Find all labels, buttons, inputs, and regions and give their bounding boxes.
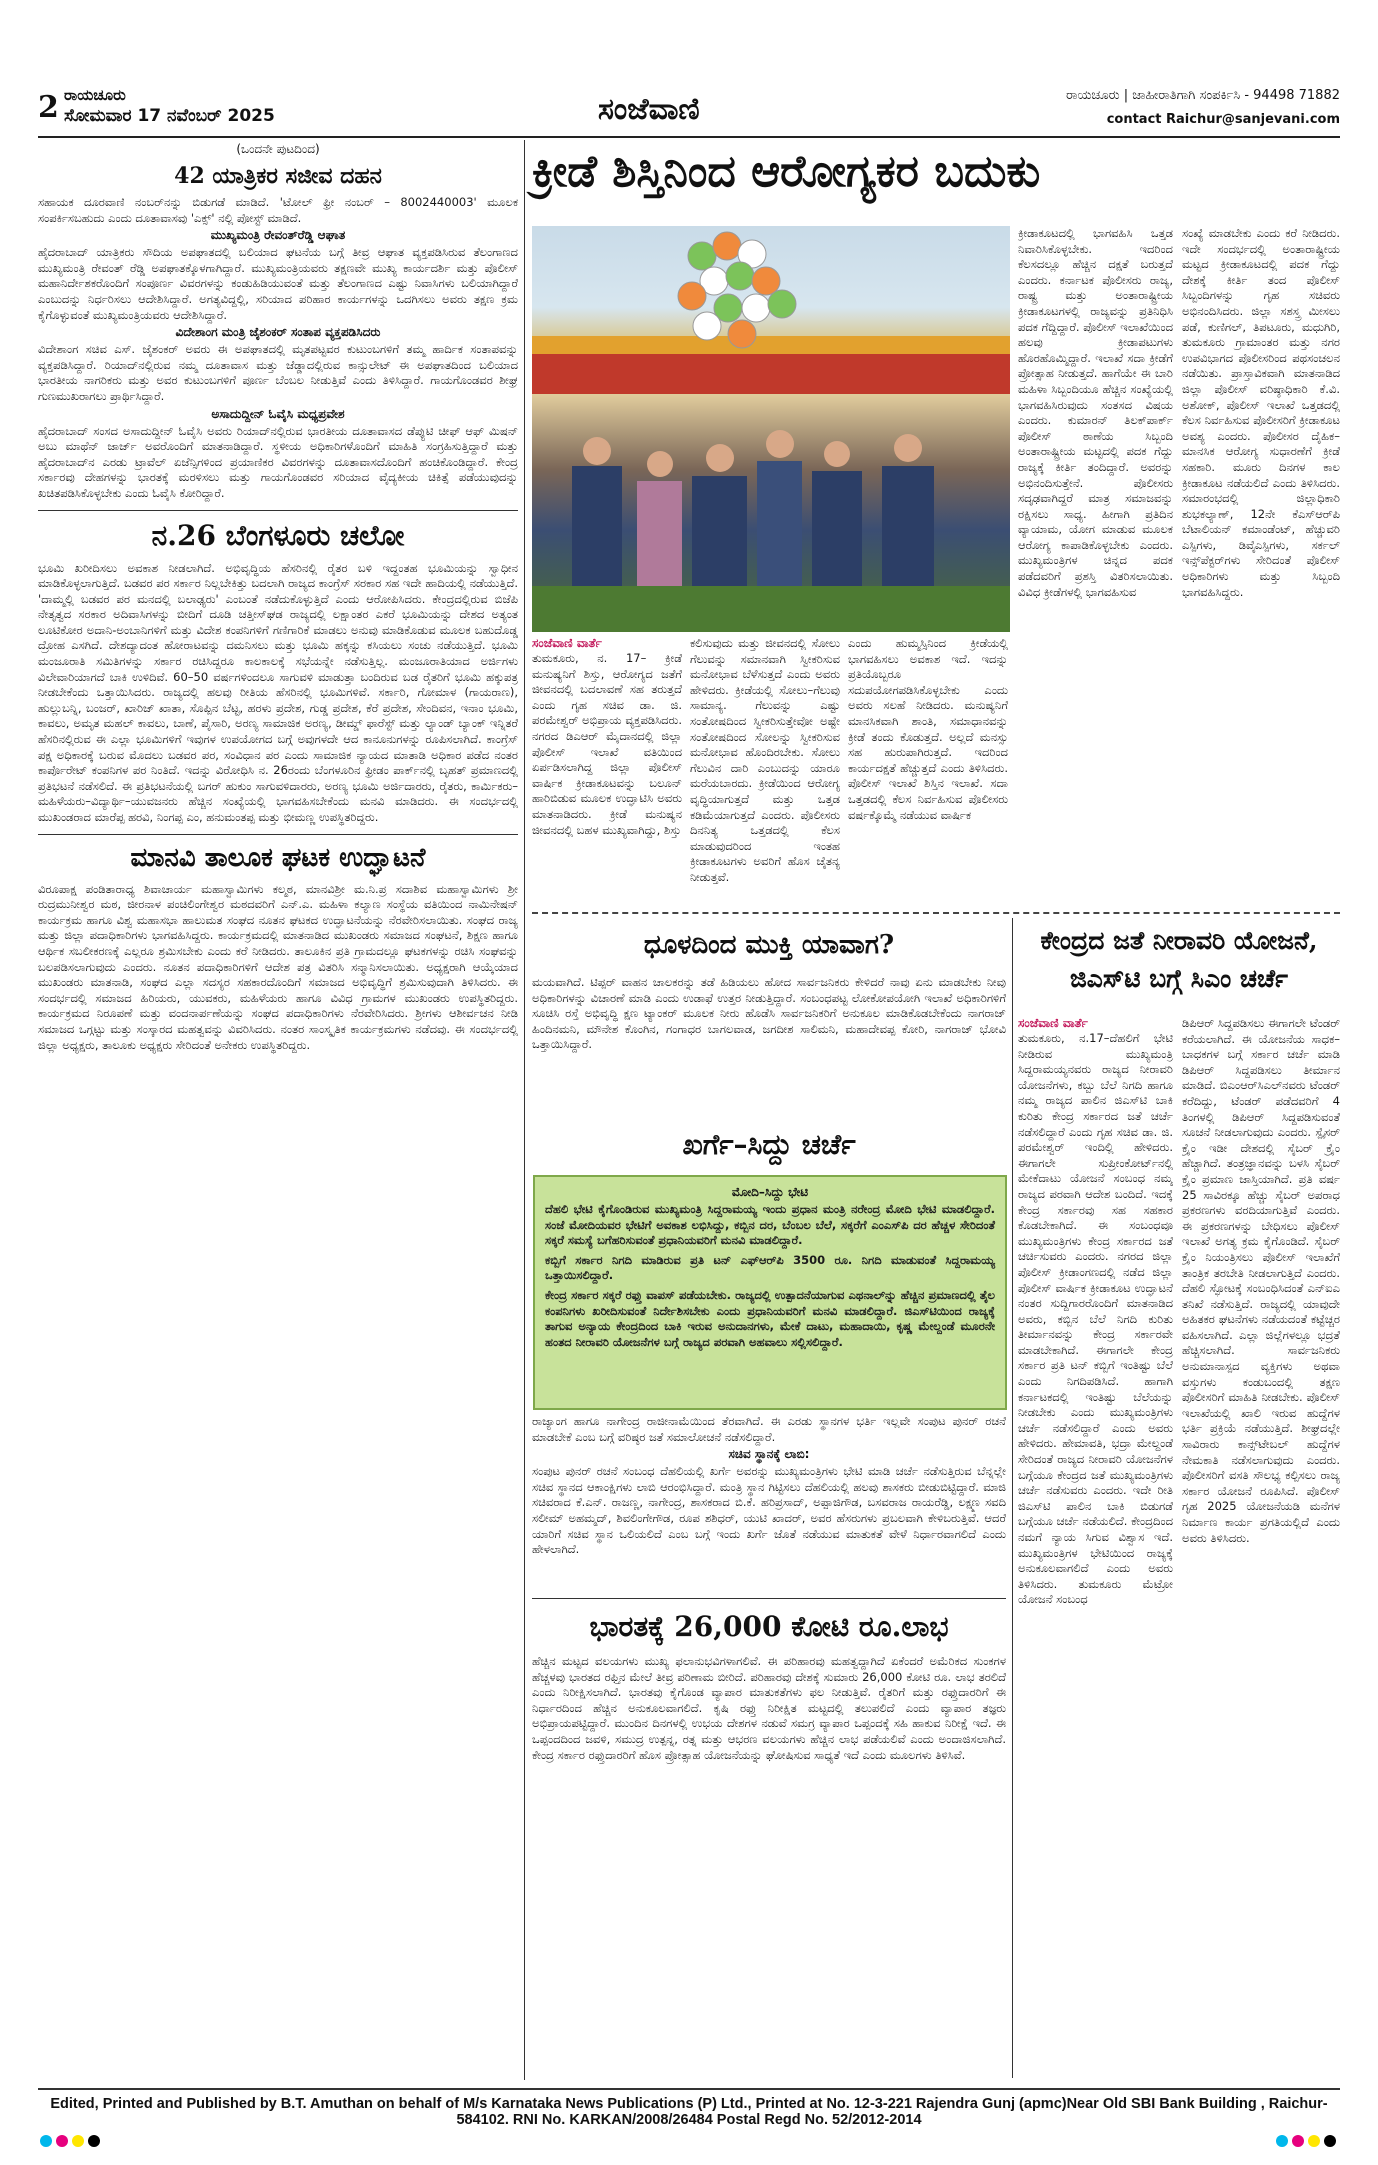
main-article-col-5	[1182, 226, 1340, 906]
imprint-footer: Edited, Printed and Published by B.T. Amuthan on behalf of M/s Karnataka News Publications (P) Ltd., Printed at No. 12-3-221 Rajendra Gunj (apmc)Near Old SBI Bank Building , Raichur-584102. RNI No. KARKAN/2008/26484 Postal Regd No. 52/2012-2014	[38, 2088, 1340, 2120]
article-body: ತುಮಕೂರು, ನ. 17– ಕ್ರೀಡೆ ಮನುಷ್ಯನಿಗೆ ಶಿಸ್ತು, ಆರೋಗ್ಯದ ಜತೆಗೆ ಜೀವನದಲ್ಲಿ ಬದಲಾವಣೆ ಸಹ ತರುತ್ತದೆ ಎಂದು ಗೃಹ ಸಚಿವ ಡಾ. ಜಿ. ಪರಮೇಶ್ವರ್ ಅಭಿಪ್ರಾಯ ವ್ಯಕ್ತಪಡಿಸಿದರು. ನಗರದ ಡಿಎಆರ್ ಮೈದಾನದಲ್ಲಿ ಜಿಲ್ಲಾ ಪೊಲೀಸ್ ಇಲಾಖೆ ವತಿಯಿಂದ ಏರ್ಪಡಿಸಲಾಗಿದ್ದ ಜಿಲ್ಲಾ ಪೊಲೀಸ್ ವಾರ್ಷಿಕ ಕ್ರೀಡಾಕೂಟವನ್ನು ಬಲೂನ್ ಹಾರಿಬಿಡುವ ಮೂಲಕ ಉದ್ಘಾಟಿಸಿ ಅವರು ಮಾತನಾಡಿದರು. ಕ್ರೀಡೆ ಮನುಷ್ಯನ ಜೀವನದಲ್ಲಿ ಬಹಳ ಮುಖ್ಯವಾಗಿದ್ದು, ಶಿಸ್ತು	[532, 651, 682, 837]
event-photo-illustration	[532, 226, 1010, 632]
column-divider	[524, 140, 525, 2080]
benefit-article	[532, 1604, 1006, 2080]
article-body: ಸಂಖ್ಯೆ ಮಾಡಬೇಕು ಎಂದು ಕರೆ ನೀಡಿದರು. ಇದೇ ಸಂದರ್ಭದಲ್ಲಿ ಅಂತಾರಾಷ್ಟ್ರೀಯ ಮಟ್ಟದ ಕ್ರೀಡಾಕೂಟದಲ್ಲಿ ಪದಕ ಗೆದ್ದು ದೇಶಕ್ಕೆ ಕೀರ್ತಿ ತಂದ ಪೊಲೀಸ್ ಸಿಬ್ಬಂದಿಗಳನ್ನು ಗೃಹ ಸಚಿವರು ಅಭಿನಂದಿಸಿದರು. ಜಿಲ್ಲಾ ಸಶಸ್ತ್ರ ಮೀಸಲು ಪಡೆ, ಕುಣಿಗಲ್, ತಿಪಟೂರು, ಮಧುಗಿರಿ, ತುಮಕೂರು ಗ್ರಾಮಾಂತರ ಮತ್ತು ನಗರ ಉಪವಿಭಾಗದ ಪೊಲೀಸರಿಂದ ಪಥಸಂಚಲನ ನಡೆಯಿತು. ಪ್ರಾಸ್ತಾವಿಕವಾಗಿ ಮಾತನಾಡಿದ ಜಿಲ್ಲಾ ಪೊಲೀಸ್ ವರಿಷ್ಠಾಧಿಕಾರಿ ಕೆ.ವಿ. ಅಶೋಕ್, ಪೊಲೀಸ್ ಇಲಾಖೆ ಒತ್ತಡದಲ್ಲಿ ಕೆಲಸ ನಿರ್ವಹಿಸುವ ಪೊಲೀಸರಿಗೆ ಕ್ರೀಡಾಕೂಟ ಅವಶ್ಯ ಎಂದರು. ಪೊಲೀಸರ ದೈಹಿಕ–ಮಾನಸಿಕ ಆರೋಗ್ಯ ಸುಧಾರಣೆಗೆ ಕ್ರೀಡೆ ಸಹಕಾರಿ. ಮೂರು ದಿನಗಳ ಕಾಲ ಕ್ರೀಡಾಕೂಟ ನಡೆಯಲಿದೆ ಎಂದು ತಿಳಿಸಿದರು. ಸಮಾರಂಭದಲ್ಲಿ ಜಿಲ್ಲಾಧಿಕಾರಿ ಶುಭಕಲ್ಯಾಣ್, 12ನೇ ಕೆಎಸ್‌ಆರ್‌ಪಿ ಬೆಟಾಲಿಯನ್ ಕಮಾಂಡೆಂಟ್, ಹೆಚ್ಚುವರಿ ಎಸ್ಪಿಗಳು, ಡಿವೈಎಸ್ಪಿಗಳು, ಸರ್ಕಲ್ ಇನ್ಸ್‌ಪೆಕ್ಟರ್‌ಗಳು ಸೇರಿದಂತೆ ಪೊಲೀಸ್ ಅಧಿಕಾರಿಗಳು ಮತ್ತು ಸಿಬ್ಬಂದಿ ಭಾಗವಹಿಸಿದ್ದರು.	[1182, 226, 1340, 599]
registration-dot	[1276, 2135, 1288, 2147]
irrigation-col-2	[1182, 1016, 1340, 2080]
contact-email: contact Raichur@sanjevani.com	[1106, 112, 1340, 127]
event-photo	[532, 226, 1010, 632]
byline: ಸಂಜೆವಾಣಿ ವಾರ್ತೆ	[1018, 1016, 1088, 1030]
article-body: ಡಿಪಿಆರ್ ಸಿದ್ದಪಡಿಸಲು ಈಗಾಗಲೇ ಟೆಂಡರ್ ಕರೆಯಲಾಗಿದೆ. ಈ ಯೋಜನೆಯ ಸಾಧಕ–ಬಾಧಕಗಳ ಬಗ್ಗೆ ಸರ್ಕಾರ ಚರ್ಚೆ ಮಾಡಿ ಡಿಪಿಆರ್ ಸಿದ್ದಪಡಿಸಲು ತೀರ್ಮಾನ ಮಾಡಿದೆ. ಬಿಎಂಆರ್‌ಸಿಎಲ್‌ನವರು ಟೆಂಡರ್ ಕರೆದಿದ್ದು, ಟೆಂಡರ್ ಪಡೆದವರಿಗೆ 4 ತಿಂಗಳಲ್ಲಿ ಡಿಪಿಆರ್ ಸಿದ್ದಪಡಿಸುವಂತೆ ಸೂಚನೆ ನೀಡಲಾಗುವುದು ಎಂದರು. ಸ್ಪೈಸರ್ ಕ್ರೈಂ ಇಡೀ ದೇಶದಲ್ಲಿ ಸೈಬರ್ ಕ್ರೈಂ ಹೆಚ್ಚಾಗಿದೆ. ತಂತ್ರಜ್ಞಾನವನ್ನು ಬಳಸಿ ಸೈಬರ್ ಕ್ರೈಂ ಪ್ರಮಾಣ ಜಾಸ್ತಿಯಾಗಿದೆ. ಪ್ರತಿ ವರ್ಷ 25 ಸಾವಿರಕ್ಕೂ ಹೆಚ್ಚು ಸೈಬರ್ ಅಪರಾಧ ಪ್ರಕರಣಗಳು ವರದಿಯಾಗುತ್ತಿವೆ ಎಂದರು. ಈ ಪ್ರಕರಣಗಳನ್ನು ಬೇಧಿಸಲು ಪೊಲೀಸ್ ಇಲಾಖೆ ಅಗತ್ಯ ಕ್ರಮ ಕೈಗೊಂಡಿದೆ. ಸೈಬರ್ ಕ್ರೈಂ ನಿಯಂತ್ರಿಸಲು ಪೊಲೀಸ್ ಇಲಾಖೆಗೆ ತಾಂತ್ರಿಕ ತರಬೇತಿ ನೀಡಲಾಗುತ್ತಿದೆ ಎಂದರು. ದೆಹಲಿ ಸ್ಫೋಟಕ್ಕೆ ಸಂಬಂಧಿಸಿದಂತೆ ಎನ್‌ಐಎ ತನಿಖೆ ನಡೆಸುತ್ತಿದೆ. ರಾಜ್ಯದಲ್ಲಿ ಯಾವುದೇ ಅಹಿತಕರ ಘಟನೆಗಳು ನಡೆಯದಂತೆ ಕಟ್ಟೆಚ್ಚರ ವಹಿಸಲಾಗಿದೆ. ಎಲ್ಲಾ ಜಿಲ್ಲೆಗಳಲ್ಲೂ ಭದ್ರತೆ ಹೆಚ್ಚಿಸಲಾಗಿದೆ. ಸಾರ್ವಜನಿಕರು ಅನುಮಾನಾಸ್ಪದ ವ್ಯಕ್ತಿಗಳು ಅಥವಾ ವಸ್ತುಗಳು ಕಂಡುಬಂದಲ್ಲಿ ತಕ್ಷಣ ಪೊಲೀಸರಿಗೆ ಮಾಹಿತಿ ನೀಡಬೇಕು. ಪೊಲೀಸ್ ಇಲಾಖೆಯಲ್ಲಿ ಖಾಲಿ ಇರುವ ಹುದ್ದೆಗಳ ಭರ್ತಿ ಪ್ರಕ್ರಿಯೆ ನಡೆಯುತ್ತಿದೆ. ಶೀಘ್ರದಲ್ಲೇ ಸಾವಿರಾರು ಕಾನ್ಸ್‌ಟೇಬಲ್ ಹುದ್ದೆಗಳ ನೇಮಕಾತಿ ನಡೆಸಲಾಗುವುದು ಎಂದರು. ಪೊಲೀಸರಿಗೆ ವಸತಿ ಸೌಲಭ್ಯ ಕಲ್ಪಿಸಲು ರಾಜ್ಯ ಸರ್ಕಾರ ಯೋಜನೆ ರೂಪಿಸಿದೆ. ಪೊಲೀಸ್ ಗೃಹ 2025 ಯೋಜನೆಯಡಿ ಮನೆಗಳ ನಿರ್ಮಾಣ ಕಾರ್ಯ ಪ್ರಗತಿಯಲ್ಲಿದೆ ಎಂದು ಅವರು ತಿಳಿಸಿದರು.	[1182, 1016, 1340, 1545]
section-divider-dashed	[532, 912, 1340, 914]
article-title-kharge: ಖರ್ಗೆ–ಸಿದ್ದು ಚರ್ಚೆ	[682, 1128, 856, 1161]
article-body: ರಾಜ್ಯಾಂಗ ಹಾಗೂ ನಾಗೇಂದ್ರ ರಾಜೀನಾಮೆಯಿಂದ ತೆರವಾಗಿದೆ. ಈ ಎರಡು ಸ್ಥಾನಗಳ ಭರ್ತಿ ಇಲ್ಲವೇ ಸಂಪುಟ ಪುನರ್ ರಚನೆ ಮಾಡಬೇಕೆ ಎಂಬ ಬಗ್ಗೆ ವರಿಷ್ಠರ ಜತೆ ಸಮಾಲೋಚನೆ ನಡೆಸಲಿದ್ದಾರೆ.	[532, 1414, 1006, 1444]
article-body: ಕ್ರೀಡಾಕೂಟದಲ್ಲಿ ಭಾಗವಹಿಸಿ ಒತ್ತಡ ನಿವಾರಿಸಿಕೊಳ್ಳಬೇಕು. ಇದರಿಂದ ಕೆಲಸದಲ್ಲೂ ಹೆಚ್ಚಿನ ದಕ್ಷತೆ ಬರುತ್ತದೆ ಎಂದರು. ಕರ್ನಾಟಕ ಪೊಲೀಸರು ರಾಜ್ಯ, ರಾಷ್ಟ್ರ ಮತ್ತು ಅಂತಾರಾಷ್ಟ್ರೀಯ ಕ್ರೀಡಾಕೂಟಗಳಲ್ಲಿ ರಾಜ್ಯವನ್ನು ಪ್ರತಿನಿಧಿಸಿ ಪದಕ ಗೆದ್ದಿದ್ದಾರೆ. ಪೊಲೀಸ್ ಇಲಾಖೆಯಿಂದ ಹಲವು ಕ್ರೀಡಾಪಟುಗಳು ಹೊರಹೊಮ್ಮಿದ್ದಾರೆ. ಇಲಾಖೆ ಸದಾ ಕ್ರೀಡೆಗೆ ಪ್ರೋತ್ಸಾಹ ನೀಡುತ್ತದೆ. ಹಾಗೆಯೇ ಈ ಬಾರಿ ಮಹಿಳಾ ಸಿಬ್ಬಂದಿಯೂ ಹೆಚ್ಚಿನ ಸಂಖ್ಯೆಯಲ್ಲಿ ಭಾಗವಹಿಸಿರುವುದು ಸಂತಸದ ವಿಷಯ ಎಂದರು. ಕುಮಾರನ್ ತಿಲಕ್‌ಪಾರ್ಕ್ ಪೊಲೀಸ್ ಠಾಣೆಯ ಸಿಬ್ಬಂದಿ ಅಂತಾರಾಷ್ಟ್ರೀಯ ಮಟ್ಟದಲ್ಲಿ ಪದಕ ಗೆದ್ದು ರಾಜ್ಯಕ್ಕೆ ಕೀರ್ತಿ ತಂದಿದ್ದಾರೆ. ಅವರನ್ನು ಅಭಿನಂದಿಸುತ್ತೇನೆ. ಪೊಲೀಸರು ಸದೃಢವಾಗಿದ್ದರೆ ಮಾತ್ರ ಸಮಾಜವನ್ನು ರಕ್ಷಿಸಲು ಸಾಧ್ಯ. ಹೀಗಾಗಿ ಪ್ರತಿದಿನ ವ್ಯಾಯಾಮ, ಯೋಗ ಮಾಡುವ ಮೂಲಕ ಆರೋಗ್ಯ ಕಾಪಾಡಿಕೊಳ್ಳಬೇಕು ಎಂದರು. ಮುಖ್ಯಮಂತ್ರಿಗಳ ಚಿನ್ನದ ಪದಕ ಪಡೆದವರಿಗೆ ಪ್ರಶಸ್ತಿ ವಿತರಿಸಲಾಯಿತು. ವಿವಿಧ ಕ್ರೀಡೆಗಳಲ್ಲಿ ಭಾಗವಹಿಸುವ	[1018, 226, 1173, 599]
article-title-bus-fire: 42 ಯಾತ್ರಿಕರ ಸಜೀವ ದಹನ	[174, 163, 382, 189]
kharge-article-body	[532, 1414, 1006, 1594]
main-headline: ಕ್ರೀಡೆ ಶಿಸ್ತಿನಿಂದ ಆರೋಗ್ಯಕರ ಬದುಕು	[532, 146, 1041, 197]
article-body: ಭೂಮಿ ಖರೀದಿಸಲು ಅವಕಾಶ ನೀಡಲಾಗಿದೆ. ಅಭಿವೃದ್ಧಿಯ ಹೆಸರಿನಲ್ಲಿ ರೈತರ ಬಳಿ ಇದ್ದಂತಹ ಭೂಮಿಯನ್ನು ಸ್ವಾಧೀನ ಮಾಡಿಕೊಳ್ಳಲಾಗುತ್ತಿದೆ. ಬಡವರ ಪರ ಸರ್ಕಾರ ನಿಲ್ಲಬೇಕಿತ್ತು ಬದಲಾಗಿ ರಾಜ್ಯದ ಕಾಂಗ್ರೆಸ್ ಸರಕಾರ ಸಹ ಇದೇ ಹಾದಿಯಲ್ಲಿ ನಡೆಯುತ್ತಿದೆ. 'ದಾಮ್ಮಲ್ಲಿ ಬಡವರ ಪರ ಮನದಲ್ಲಿ ಬಲಾಢ್ಯರು' ಎಂಬಂತೆ ನಡೆದುಕೊಳ್ಳುತ್ತಿದೆ ಎಂದು ಆರೋಪಿಸಿದರು. ಕೇಂದ್ರದಲ್ಲಿರುವ ಬಿಜೆಪಿ ನೇತೃತ್ವದ ಸರಕಾರ ಅದಿವಾಸಿಗಳನ್ನು ಬೀದಿಗೆ ದೂಡಿ ಚತ್ತೀಸ್‌ಘಡ ರಾಜ್ಯದಲ್ಲಿ ಲಕ್ಷಾಂತರ ಎಕರೆ ಭೂಮಿಯನ್ನು ದೇಶದ ಅತ್ಯಂತ ಲೂಟಿಕೋರ ಅದಾನಿ-ಅಂಬಾನಿಗಳಿಗೆ ಮತ್ತು ವಿದೇಶ ಕಂಪನಿಗಳಿಗೆ ಗಣಿಗಾರಿಕೆ ಮಾಡಲು ಅನುವು ಮಾಡಿಕೊಡುವ ಮೂಲಕ ಬಹುದೊಡ್ಡ ದ್ರೋಹ ಎಸಗಿದೆ. ದೇಶದ್ಯಾದಂತ ಹೋರಾಟವನ್ನು ದಮನಿಸಲು ಮತ್ತು ಭೂಮಿ ಹಕ್ಕನ್ನು ಕಸಿಯಲು ಸಂಚು ನಡೆಯುತ್ತಿದೆ. ಭೂಮಿ ಮಂಜೂರಾತಿ ಸಮಿತಿಗಳನ್ನು ಸರ್ಕಾರ ರಚಿಸಿದ್ದರೂ ಕಾಲಕಾಲಕ್ಕೆ ಸಭೆಯನ್ನೇ ನಡೆಸುತ್ತಿಲ್ಲ. ಮಂಜೂರಾತಿಯಾದ ಅರ್ಜಿಗಳು ವಿಲೇವಾರಿಯಾಗದೆ ಬಾಕಿ ಉಳಿದಿವೆ. 60–50 ವರ್ಷಗಳಿಂದಲೂ ಸಾಗುವಳಿ ಮಾಡುತ್ತಾ ಬಂದಿರುವ ಬಡ ರೈತರಿಗೆ ಭೂಮಿ ಹಕ್ಕುಪತ್ರ ನೀಡಬೇಕೆಂದು ಒತ್ತಾಯಿಸಿದರು. ರಾಜ್ಯದಲ್ಲಿ ಹಲವು ರೀತಿಯ ಹೆಸರಿನಲ್ಲಿ ಭೂಮಿಗಳಿವೆ. ಸರ್ಕಾರಿ, ಗೋಮಾಳ (ಗಾಯರಾಣ), ಹುಲ್ಲುಬನ್ನಿ, ಬಂಜರ್, ಖಾರಿಜ್ ಖಾತಾ, ಸೊಪ್ಪಿನ ಬೆಟ್ಟ, ಹರಳು ಪ್ರದೇಶ, ಗುಡ್ಡ ಪ್ರದೇಶ, ಕೆರೆ ಪ್ರದೇಶ, ಸೇಂದಿವನ, ಇನಾಂ ಭೂಮಿ, ಕಾವಲು, ಅಮೃತ ಮಹಲ್ ಕಾವಲು, ಬಾಣೆ, ಪೈಸಾರಿ, ಅರಣ್ಯ ಸಾಮಾಜಿಕ ಅರಣ್ಯ, ಡೀಮ್ಡ್ ಫಾರೆಸ್ಟ್ ಮತ್ತು ಲ್ಯಾಂಡ್ ಬ್ಯಾಂಕ್ ಇನ್ನಿತರೆ ಹೆಸರಿನಲ್ಲಿರುವ ಈ ಎಲ್ಲಾ ಭೂಮಿಗಳಿಗೆ ಇವುಗಳ ಉಪಯೋಗದ ಬಗ್ಗೆ ಅವುಗಳದೇ ಆದ ಕಾನೂನುಗಳನ್ನು ರೂಪಿಸಲಾಗಿದೆ. ಕಾಂಗ್ರೆಸ್ ಪಕ್ಷ ಅಧಿಕಾರಕ್ಕೆ ಬರುವ ಮೊದಲು ಬಡವರ ಪರ, ಸಂವಿಧಾನ ಪರ ಎಂದು ಸಾಮಾಜಿಕ ನ್ಯಾಯದ ಮಾತಾಡಿ ಅಧಿಕಾರ ಪಡೆದ ನಂತರ ಕಾರ್ಪೊರೇಟ್ ಕಂಪನಿಗಳ ಪರ ನಿಂತಿದೆ. ಇದನ್ನು ವಿರೋಧಿಸಿ ನ. 26ರಂದು ಬೆಂಗಳೂರಿನ ಫ್ರೀಡಂ ಪಾರ್ಕ್‌ನಲ್ಲಿ ಬೃಹತ್ ಪ್ರಮಾಣದಲ್ಲಿ ಪ್ರತಿಭಟನೆ ನಡೆಸಲಿದೆ. ಈ ಪ್ರತಿಭಟನೆಯಲ್ಲಿ ಬಗರ್ ಹುಕುಂ ಸಾಗುವಳಿದಾರರು, ಅರಣ್ಯ ಭೂಮಿ ಅರ್ಜಿದಾರರು, ರೈತರು, ಕಾರ್ಮಿಕರು–ಮಹಿಳೆಯರು–ವಿದ್ಯಾರ್ಥಿ–ಯುವಜನರು ಹೆಚ್ಚಿನ ಸಂಖ್ಯೆಯಲ್ಲಿ ಭಾಗವಹಿಸಬೇಕೆಂದು ಮನವಿ ಮಾಡಿದರು. ಈ ಸಂದರ್ಭದಲ್ಲಿ ಮುಖಂಡರಾದ ಮಾರೆಪ್ಪ ಹರವಿ, ನಿಂಗಪ್ಪ ಎಂ, ಹನುಮಂತಪ್ಪ ಮತ್ತು ಭೀಮಣ್ಣ ಉಪಸ್ಥಿತರಿದ್ದರು.	[38, 560, 518, 824]
dust-article	[532, 924, 1006, 1124]
article-subheading: ವಿದೇಶಾಂಗ ಮಂತ್ರಿ ಜೈಶಂಕರ್ ಸಂತಾಪ ವ್ಯಕ್ತಪಡಿಸಿದರು	[175, 325, 381, 340]
newspaper-logo: ಸಂಜೆವಾಣಿ	[598, 92, 700, 127]
article-body: ವಿದೇಶಾಂಗ ಸಚಿವ ಎಸ್. ಜೈಶಂಕರ್ ಅವರು ಈ ಅಪಘಾತದಲ್ಲಿ ಮೃತಪಟ್ಟವರ ಕುಟುಂಬಗಳಿಗೆ ತಮ್ಮ ಹಾರ್ದಿಕ ಸಂತಾಪವನ್ನು ವ್ಯಕ್ತಪಡಿಸಿದ್ದಾರೆ. ರಿಯಾದ್‌ನಲ್ಲಿರುವ ನಮ್ಮ ದೂತಾವಾಸ ಮತ್ತು ಜೆಡ್ಡಾದಲ್ಲಿರುವ ಕಾನ್ಸುಲೇಟ್ ಈ ಅಪಘಾತದಿಂದ ಬಲಿಯಾದ ಭಾರತೀಯ ನಾಗರಿಕರು ಮತ್ತು ಅವರ ಕುಟುಂಬಗಳಿಗೆ ಪೂರ್ಣ ಬೆಂಬಲ ನೀಡುತ್ತಿವೆ ಎಂದು ತಿಳಿಸಿದ್ದಾರೆ. ಗಾಯಗೊಂಡವರ ಶೀಘ್ರ ಗುಣಮುಖರಾಗಲು ಪ್ರಾರ್ಥಿಸಿದ್ದಾರೆ.	[38, 342, 518, 403]
registration-dot	[1324, 2135, 1336, 2147]
box-body: ಕಬ್ಬಿಗೆ ಸರ್ಕಾರ ನಿಗದಿ ಮಾಡಿರುವ ಪ್ರತಿ ಟನ್ ಎಫ್‌ಆರ್‌ಪಿ 3500 ರೂ. ನಿಗದಿ ಮಾಡುವಂತೆ ಸಿದ್ದರಾಮಯ್ಯ ಒತ್ತಾಯಿಸಲಿದ್ದಾರೆ.	[545, 1252, 995, 1283]
article-title-irrigation	[1018, 922, 1340, 998]
title-line: ಕೇಂದ್ರದ ಜತೆ ನೀರಾವರಿ ಯೋಜನೆ,	[1040, 926, 1318, 955]
article-body: ಸಹಾಯಕ ದೂರವಾಣಿ ನಂಬರ್‌ನನ್ನು ಬಿಡುಗಡೆ ಮಾಡಿದೆ. 'ಟೋಲ್ ಫ್ರೀ ನಂಬರ್ – 8002440003' ಮೂಲಕ ಸಂಪರ್ಕಿಸಬಹುದು ಎಂದು ದೂತಾವಾಸವು 'ಎಕ್ಸ್' ನಲ್ಲಿ ಪೋಸ್ಟ್ ಮಾಡಿದೆ.	[38, 195, 518, 225]
irrigation-col-1	[1018, 1016, 1173, 2080]
article-subheading: ಅಸಾದುದ್ದೀನ್ ಓವೈಸಿ ಮಧ್ಯಪ್ರವೇಶ	[211, 406, 345, 421]
article-subheading: ಸಚಿವ ಸ್ಥಾನಕ್ಕೆ ಲಾಬಿ:	[728, 1447, 810, 1462]
registration-dot	[1292, 2135, 1304, 2147]
edition-city: ರಾಯಚೂರು	[64, 86, 126, 104]
box-body: ಕೇಂದ್ರ ಸರ್ಕಾರ ಸಕ್ಕರೆ ರಫ್ತು ವಾಪಸ್ ಪಡೆಯಬೇಕು. ರಾಜ್ಯದಲ್ಲಿ ಉತ್ಪಾದನೆಯಾಗುವ ಎಥನಾಲ್‌ನ್ನು ಹೆಚ್ಚಿನ ಪ್ರಮಾಣದಲ್ಲಿ ತೈಲ ಕಂಪನಿಗಳು ಖರೀದಿಸುವಂತೆ ನಿರ್ದೇಶಿಸಬೇಕು ಎಂದು ಪ್ರಧಾನಿಯವರಿಗೆ ಮನವಿ ಮಾಡಲಿದ್ದಾರೆ. ಜಿಎಸ್‌ಟಿಯಿಂದ ರಾಜ್ಯಕ್ಕೆ ತಾಗುವ ಅನ್ಯಾಯ ಕೇಂದ್ರದಿಂದ ಬಾಕಿ ಇರುವ ಅನುದಾನಗಳು, ಮೇಕೆ ದಾಟು, ಮಹಾದಾಯಿ, ಕೃಷ್ಣ ಮೇಲ್ದಂಡೆ ಮೂರನೇ ಹಂತದ ನೀರಾವರಿ ಯೋಜನೆಗಳ ಬಗ್ಗೆ ರಾಜ್ಯದ ಪರವಾಗಿ ಅಹವಾಲು ಸಲ್ಲಿಸಲಿದ್ದಾರೆ.	[545, 1287, 995, 1349]
article-body: ಎಂದು ಹುಮ್ಮಸ್ಸಿನಿಂದ ಕ್ರೀಡೆಯಲ್ಲಿ ಭಾಗವಹಿಸಲು ಅವಕಾಶ ಇದೆ. ಇದನ್ನು ಪ್ರತಿಯೊಬ್ಬರೂ ಸದುಪಯೋಗಪಡಿಸಿಕೊಳ್ಳಬೇಕು ಎಂದು ಅವರು ಸಲಹೆ ನೀಡಿದರು. ಮನುಷ್ಯನಿಗೆ ಮಾನಸಿಕವಾಗಿ ಶಾಂತಿ, ಸಮಾಧಾನವನ್ನು ಕ್ರೀಡೆ ತಂದು ಕೊಡುತ್ತದೆ. ಅಲ್ಲದೆ ಮನಸ್ಸು ಸಹ ಹುರುಪಾಗಿರುತ್ತದೆ. ಇದರಿಂದ ಕಾರ್ಯದಕ್ಷತೆ ಹೆಚ್ಚುತ್ತದೆ ಎಂದು ತಿಳಿಸಿದರು. ಪೊಲೀಸ್ ಇಲಾಖೆ ಶಿಸ್ತಿನ ಇಲಾಖೆ. ಸದಾ ಒತ್ತಡದಲ್ಲಿ ಕೆಲಸ ನಿರ್ವಹಿಸುವ ಪೊಲೀಸರು ವರ್ಷಕ್ಕೊಮ್ಮೆ ನಡೆಯುವ ವಾರ್ಷಿಕ	[848, 636, 1008, 822]
article-title-manvi-unit: ಮಾನವಿ ತಾಲೂಕ ಘಟಕ ಉದ್ಘಾಟನೆ	[130, 842, 426, 873]
modi-siddu-box	[533, 1175, 1007, 1410]
box-body: ದೆಹಲಿ ಭೇಟಿ ಕೈಗೊಂಡಿರುವ ಮುಖ್ಯಮಂತ್ರಿ ಸಿದ್ದರಾಮಯ್ಯ ಇಂದು ಪ್ರಧಾನ ಮಂತ್ರಿ ನರೇಂದ್ರ ಮೋದಿ ಭೇಟಿ ಮಾಡಲಿದ್ದಾರೆ. ಸಂಜೆ ಮೋದಿಯವರ ಭೇಟಿಗೆ ಅವಕಾಶ ಲಭಿಸಿದ್ದು, ಕಬ್ಬಿನ ದರ, ಬೆಂಬಲ ಬೆಲೆ, ಸಕ್ಕರೆಗೆ ಎಂಎಸ್‌ಪಿ ದರ ಹೆಚ್ಚಳ ಸೇರಿದಂತೆ ಸಕ್ಕರೆ ಸಮಸ್ಯೆ ಬಗೆಹರಿಸುವಂತೆ ಪ್ರಧಾನಿಯವರಿಗೆ ಮನವಿ ಮಾಡಲಿದ್ದಾರೆ.	[545, 1202, 995, 1248]
edition-date: ಸೋಮವಾರ 17 ನವೆಂಬರ್ 2025	[64, 106, 275, 126]
divider	[38, 834, 518, 835]
article-body: ಕಲಿಸುವುದು ಮತ್ತು ಜೀವನದಲ್ಲಿ ಸೋಲು ಗೆಲುವನ್ನು ಸಮಾನವಾಗಿ ಸ್ವೀಕರಿಸುವ ಮನೋಭಾವ ಬೆಳೆಸುತ್ತದೆ ಎಂದು ಅವರು ಹೇಳಿದರು. ಕ್ರೀಡೆಯಲ್ಲಿ ಸೋಲು–ಗೆಲುವು ಸಾಮಾನ್ಯ. ಗೆಲುವನ್ನು ಎಷ್ಟು ಸಂತೋಷದಿಂದ ಸ್ವೀಕರಿಸುತ್ತೇವೋ ಅಷ್ಟೇ ಸಂತೋಷದಿಂದ ಸೋಲನ್ನು ಸ್ವೀಕರಿಸುವ ಮನೋಭಾವ ಹೊಂದಿರಬೇಕು. ಸೋಲು ಗೆಲುವಿನ ದಾರಿ ಎಂಬುದನ್ನು ಯಾರೂ ಮರೆಯಬಾರದು. ಕ್ರೀಡೆಯಿಂದ ಆರೋಗ್ಯ ವೃದ್ಧಿಯಾಗುತ್ತದೆ ಮತ್ತು ಒತ್ತಡ ಕಡಿಮೆಯಾಗುತ್ತದೆ ಎಂದರು. ಪೊಲೀಸರು ದಿನನಿತ್ಯ ಒತ್ತಡದಲ್ಲಿ ಕೆಲಸ ಮಾಡುವುದರಿಂದ ಇಂತಹ ಕ್ರೀಡಾಕೂಟಗಳು ಅವರಿಗೆ ಹೊಸ ಚೈತನ್ಯ ನೀಡುತ್ತವೆ.	[690, 636, 840, 884]
left-column	[38, 140, 518, 2080]
registration-dot	[56, 2135, 68, 2147]
ad-contact: ರಾಯಚೂರು | ಜಾಹೀರಾತಿಗಾಗಿ ಸಂಪರ್ಕಿಸಿ - 94498 71882	[1066, 88, 1340, 103]
main-article-col-2	[690, 636, 840, 906]
article-body: ಸಂಪುಟ ಪುನರ್ ರಚನೆ ಸಂಬಂಧ ದೆಹಲಿಯಲ್ಲಿ ಖರ್ಗೆ ಅವರನ್ನು ಮುಖ್ಯಮಂತ್ರಿಗಳು ಭೇಟಿ ಮಾಡಿ ಚರ್ಚೆ ನಡೆಸುತ್ತಿರುವ ಬೆನ್ನಲ್ಲೇ ಸಚಿವ ಸ್ಥಾನದ ಆಕಾಂಕ್ಷಿಗಳು ಲಾಬಿ ಆರಂಭಿಸಿದ್ದಾರೆ. ಮಂತ್ರಿ ಸ್ಥಾನ ಗಿಟ್ಟಿಸಲು ದೆಹಲಿಯಲ್ಲಿ ಹಲವು ಶಾಸಕರು ಬೀಡುಬಿಟ್ಟಿದ್ದಾರೆ. ಮಾಜಿ ಸಚಿವರಾದ ಕೆ.ಎನ್. ರಾಜಣ್ಣ, ನಾಗೇಂದ್ರ, ಶಾಸಕರಾದ ಬಿ.ಕೆ. ಹರಿಪ್ರಸಾದ್, ಅಪ್ಪಾಜಿಗೌಡ, ಬಸವರಾಜ ರಾಯರೆಡ್ಡಿ, ಲಕ್ಷ್ಮಣ ಸವದಿ ಸಲೀಮ್ ಅಹಮ್ಮದ್, ಶಿವಲಿಂಗೇಗೌಡ, ರೂಪ ಶಶಿಧರ್, ಯುಟಿ ಖಾದರ್, ಅವರ ಹೆಸರುಗಳು ಪ್ರಬಲವಾಗಿ ಕೇಳಿಬರುತ್ತಿವೆ. ಆದರೆ ಯಾರಿಗೆ ಸಚಿವ ಸ್ಥಾನ ಒಲಿಯಲಿದೆ ಎಂಬ ಬಗ್ಗೆ ಇಂದು ಖರ್ಗೆ ಜೊತೆ ನಡೆಯುವ ಮಾತುಕತೆ ವೇಳೆ ನಿರ್ಧಾರವಾಗಲಿದೆ ಎಂದು ಹೇಳಲಾಗಿದೆ.	[532, 1464, 1006, 1557]
registration-dot	[1308, 2135, 1320, 2147]
article-body: ಮಯವಾಗಿದೆ. ಟಿಪ್ಪರ್ ವಾಹನ ಚಾಲಕರನ್ನು ತಡೆ ಹಿಡಿಯಲು ಹೋದ ಸಾರ್ವಜನಿಕರು ಕೇಳಿದರೆ ನಾವು ಏನು ಮಾಡಬೇಕು ನೀವು ಅಧಿಕಾರಿಗಳನ್ನು ವಿಚಾರಣೆ ಮಾಡಿ ಎಂದು ಉಡಾಫೆ ಉತ್ತರ ನೀಡುತ್ತಿದ್ದಾರೆ. ಸಂಬಂಧಪಟ್ಟ ಲೋಕೋಪಯೋಗಿ ಇಲಾಖೆ ಅಧಿಕಾರಿಗಳಿಗೆ ಸೂಚಿಸಿ ರಸ್ತೆ ಅಭಿವೃದ್ಧಿ ಕ್ಷಣ ಟ್ಯಾಂಕರ್ ಮೂಲಕ ನೀರು ಹೊಡೆಸಿ ಸಾರ್ವಜನಿಕರಿಗೆ ಅನುಕೂಲ ಮಾಡಿಕೊಡಬೇಕೆಂದು ನಾಗರಾಜ್ ಹಿಂದಿನಮನಿ, ಮೌನೇಶ ಕೊಂಗಿನ, ಗಂಗಾಧರ ಬಾಗಲವಾಡ, ಜಗದೀಶ ಸಾಲಿಮನಿ, ಮಹಾದೇವಪ್ಪ ಕೋರಿ, ನಾಗರಾಜ್ ಭೋವಿ ಒತ್ತಾಯಿಸಿದ್ದಾರೆ.	[532, 975, 1006, 1052]
article-title-benefit: ಭಾರತಕ್ಕೆ 26,000 ಕೋಟಿ ರೂ.ಲಾಭ	[589, 1610, 949, 1643]
divider	[532, 1598, 1006, 1599]
article-subheading: ಮುಖ್ಯಮಂತ್ರಿ ರೇವಂತ್‌ರೆಡ್ಡಿ ಆಘಾತ	[210, 228, 346, 243]
article-title-dust: ಧೂಳದಿಂದ ಮುಕ್ತಿ ಯಾವಾಗ?	[643, 930, 895, 960]
main-article-col-3	[848, 636, 1008, 906]
article-body: ಹೈದರಾಬಾದ್ ಸಂಸದ ಅಸಾದುದ್ದೀನ್ ಓವೈಸಿ ಅವರು ರಿಯಾದ್‌ನಲ್ಲಿರುವ ಭಾರತೀಯ ದೂತಾವಾಸದ ಡೆಪ್ಯುಟಿ ಚೀಫ್ ಆಫ್ ಮಿಷನ್ ಅಬು ಮಾಥೆನ್ ಜಾರ್ಜ್ ಅವರೊಂದಿಗೆ ಮಾತನಾಡಿದ್ದಾರೆ. ಸ್ಥಳೀಯ ಅಧಿಕಾರಿಗಳೊಂದಿಗೆ ಮಾಹಿತಿ ಸಂಗ್ರಹಿಸುತ್ತಿದ್ದಾರೆ ಮತ್ತು ಹೈದರಾಬಾದ್‌ನ ಎರಡು ಟ್ರಾವೆಲ್ ಏಜೆನ್ಸಿಗಳಿಂದ ಪ್ರಯಾಣಿಕರ ವಿವರಗಳನ್ನು ದೂತಾವಾಸದೊಂದಿಗೆ ಹಂಚಿಕೊಂಡಿದ್ದಾರೆ. ಕೇಂದ್ರ ಸರ್ಕಾರವು ದೇಹಗಳನ್ನು ಭಾರತಕ್ಕೆ ಮರಳಿಸಲು ಮತ್ತು ಗಾಯಗೊಂಡವರ ಸರಿಯಾದ ವೈದ್ಯಕೀಯ ಚಿಕಿತ್ಸೆ ಪಡೆಯುವುದನ್ನು ಖಚಿತಪಡಿಸಿಕೊಳ್ಳಬೇಕು ಎಂದು ಓವೈಸಿ ಕೋರಿದ್ದಾರೆ.	[38, 423, 518, 500]
article-body: ಹೆಚ್ಚಿನ ಮಟ್ಟದ ವಲಯಗಳು ಮುಖ್ಯ ಫಲಾನುಭವಿಗಳಾಗಲಿವೆ. ಈ ಪರಿಹಾರವು ಮಹತ್ವದ್ದಾಗಿದೆ ಏಕೆಂದರೆ ಅಮೆರಿಕದ ಸುಂಕಗಳ ಹೆಚ್ಚಳವು ಭಾರತದ ರಫ್ತಿನ ಮೇಲೆ ತೀವ್ರ ಪರಿಣಾಮ ಬೀರಿದೆ. ಪರಿಹಾರವು ದೇಶಕ್ಕೆ ಸುಮಾರು 26,000 ಕೋಟಿ ರೂ. ಲಾಭ ತರಲಿದೆ ಎಂದು ನಿರೀಕ್ಷಿಸಲಾಗಿದೆ. ಭಾರತವು ಕೈಗೊಂಡ ವ್ಯಾಪಾರ ಮಾತುಕತೆಗಳು ಫಲ ನೀಡುತ್ತಿವೆ. ರೈತರಿಗೆ ಮತ್ತು ರಫ್ತುದಾರರಿಗೆ ಈ ನಿರ್ಧಾರದಿಂದ ಹೆಚ್ಚಿನ ಅನುಕೂಲವಾಗಲಿದೆ. ಕೃಷಿ ರಫ್ತು ನಿರೀಕ್ಷಿತ ಮಟ್ಟದಲ್ಲಿ ತಲುಪಲಿದೆ ಎಂದು ವ್ಯಾಪಾರ ತಜ್ಞರು ಅಭಿಪ್ರಾಯಪಟ್ಟಿದ್ದಾರೆ. ಮುಂದಿನ ದಿನಗಳಲ್ಲಿ ಉಭಯ ದೇಶಗಳ ನಡುವೆ ಸಮಗ್ರ ವ್ಯಾಪಾರ ಒಪ್ಪಂದಕ್ಕೆ ಸಹಿ ಹಾಕುವ ನಿರೀಕ್ಷೆ ಇದೆ. ಈ ಒಪ್ಪಂದದಿಂದ ಜವಳಿ, ಸಮುದ್ರ ಉತ್ಪನ್ನ, ರತ್ನ ಮತ್ತು ಆಭರಣ ವಲಯಗಳು ಹೆಚ್ಚಿನ ಲಾಭ ಪಡೆಯಲಿವೆ ಎಂದು ಅಂದಾಜಿಸಲಾಗಿದೆ. ಕೇಂದ್ರ ಸರ್ಕಾರ ರಫ್ತುದಾರರಿಗೆ ಹೊಸ ಪ್ರೋತ್ಸಾಹ ಯೋಜನೆಯನ್ನು ಘೋಷಿಸುವ ಸಾಧ್ಯತೆ ಇದೆ ಎಂದು ಮೂಲಗಳು ತಿಳಿಸಿವೆ.	[532, 1654, 1006, 1762]
box-title: ಮೋದಿ–ಸಿದ್ದು ಭೇಟಿ	[731, 1185, 809, 1199]
byline: ಸಂಜೆವಾಣಿ ವಾರ್ತೆ	[532, 636, 602, 650]
main-article-col-1	[532, 636, 682, 906]
registration-dot	[40, 2135, 52, 2147]
masthead	[38, 86, 1340, 138]
title-line: ಜಿಎಸ್‌ಟಿ ಬಗ್ಗೆ ಸಿಎಂ ಚರ್ಚೆ	[1069, 964, 1289, 993]
article-body: ವಿರೂಪಾಕ್ಷ ಪಂಡಿತಾರಾಧ್ಯ ಶಿವಾಚಾರ್ಯ ಮಹಾಸ್ವಾಮಿಗಳು ಕಲ್ಮಠ, ಮಾನವಿಶ್ರೀ ಮ.ನಿ.ಪ್ರ ಸದಾಶಿವ ಮಹಾಸ್ವಾಮಿಗಳು ಶ್ರೀ ರುದ್ರಮುನೀಶ್ವರ ಮಠ, ಜೀರನಾಳ ಪಂಚಿಲಿಂಗೇಶ್ವರ ಮಠದವರಿಗೆ ಎನ್.ಎ. ಮಹಿಳಾ ಕಲ್ಯಾಣ ಸಂಸ್ಥೆಯ ವತಿಯಿಂದ ನಾಮಿನೇಷನ್ ಕಾರ್ಯಕ್ರಮ ಹಾಗೂ ವಿಶ್ವ ಮಹಾಸಭಾ ಹಾಲುಮತ ಸಂಘದ ನೂತನ ಘಟಕದ ಉದ್ಘಾಟನೆಯನ್ನು ನೆರವೇರಿಸಲಾಯಿತು. ಸಂಘದ ರಾಜ್ಯ ಮತ್ತು ಜಿಲ್ಲಾ ಪದಾಧಿಕಾರಿಗಳು ಭಾಗವಹಿಸಿದ್ದರು. ಕಾರ್ಯಕ್ರಮದಲ್ಲಿ ಮಾತನಾಡಿದ ಮುಖಂಡರು ಸಮಾಜದ ಸಂಘಟನೆ, ಶಿಕ್ಷಣ ಹಾಗೂ ಆರ್ಥಿಕ ಸಬಲೀಕರಣಕ್ಕೆ ಎಲ್ಲರೂ ಶ್ರಮಿಸಬೇಕು ಎಂದು ಕರೆ ನೀಡಿದರು. ತಾಲೂಕಿನ ಪ್ರತಿ ಗ್ರಾಮದಲ್ಲೂ ಘಟಕಗಳನ್ನು ರಚಿಸಿ ಸಂಘವನ್ನು ಬಲಪಡಿಸಲಾಗುವುದು ಎಂದರು. ನೂತನ ಪದಾಧಿಕಾರಿಗಳಿಗೆ ಆದೇಶ ಪತ್ರ ವಿತರಿಸಿ ಸನ್ಮಾನಿಸಲಾಯಿತು. ಅಧ್ಯಕ್ಷರಾಗಿ ಆಯ್ಕೆಯಾದ ಮುಖಂಡರು ಮಾತನಾಡಿ, ಸಂಘದ ಎಲ್ಲಾ ಸದಸ್ಯರ ಸಹಕಾರದೊಂದಿಗೆ ಸಮಾಜದ ಅಭಿವೃದ್ಧಿಗೆ ಶ್ರಮಿಸುವುದಾಗಿ ತಿಳಿಸಿದರು. ಈ ಸಂದರ್ಭದಲ್ಲಿ ಸಮಾಜದ ಹಿರಿಯರು, ಯುವಕರು, ಮಹಿಳೆಯರು ಹಾಗೂ ವಿವಿಧ ಗ್ರಾಮಗಳ ಮುಖಂಡರು ಉಪಸ್ಥಿತರಿದ್ದರು. ಕಾರ್ಯಕ್ರಮದ ನಿರೂಪಣೆ ಮತ್ತು ವಂದನಾರ್ಪಣೆಯನ್ನು ಸಂಘದ ಪದಾಧಿಕಾರಿಗಳು ನೆರವೇರಿಸಿದರು. ಶ್ರೀಗಳು ಆಶೀರ್ವಚನ ನೀಡಿ ಸಮಾಜದ ಒಗ್ಗಟ್ಟು ಮತ್ತು ಸಂಸ್ಕಾರದ ಮಹತ್ವವನ್ನು ವಿವರಿಸಿದರು. ನಂತರ ಸಾಂಸ್ಕೃತಿಕ ಕಾರ್ಯಕ್ರಮಗಳು ನಡೆದವು. ಈ ಸಂದರ್ಭದಲ್ಲಿ ಜಿಲ್ಲಾ ಅಧ್ಯಕ್ಷರು, ತಾಲೂಕು ಅಧ್ಯಕ್ಷರು ಸೇರಿದಂತೆ ಅನೇಕರು ಉಪಸ್ಥಿತರಿದ್ದರು.	[38, 881, 518, 1052]
registration-dot	[72, 2135, 84, 2147]
main-article-col-4	[1018, 226, 1173, 906]
column-divider	[1012, 918, 1013, 2078]
article-title-bengaluru-chalo: ನ.26 ಬೆಂಗಳೂರು ಚಲೋ	[151, 518, 405, 552]
divider	[38, 510, 518, 511]
page-number: 2	[38, 90, 59, 125]
registration-dot	[88, 2135, 100, 2147]
article-body: ಹೈದರಾಬಾದ್ ಯಾತ್ರಿಕರು ಸೌದಿಯ ಅಪಘಾತದಲ್ಲಿ ಬಲಿಯಾದ ಘಟನೆಯ ಬಗ್ಗೆ ತೀವ್ರ ಆಘಾತ ವ್ಯಕ್ತಪಡಿಸಿರುವ ತೆಲಂಗಾಣದ ಮುಖ್ಯಮಂತ್ರಿ ರೇವಂತ್ ರೆಡ್ಡಿ ಅಪಘಾತಕ್ಕೊಳಗಾಗಿದ್ದಾರೆ. ಮುಖ್ಯಮಂತ್ರಿಯವರು ತಕ್ಷಣವೇ ಮುಖ್ಯ ಕಾರ್ಯದರ್ಶಿ ಮತ್ತು ಪೊಲೀಸ್ ಮಹಾನಿರ್ದೇಶಕರೊಂದಿಗೆ ಸಂಪೂರ್ಣ ವಿವರಗಳನ್ನು ಕಂಡುಹಿಡಿಯುವಂತೆ ಮತ್ತು ತೆಲಂಗಾಣದ ಎಷ್ಟು ನಿವಾಸಿಗಳು ಬಲಿಯಾಗಿದ್ದಾರೆ ಎಂಬುದನ್ನು ನಿರ್ಧರಿಸಲು ಆದೇಶಿಸಿದ್ದಾರೆ. ಅಗತ್ಯವಿದ್ದಲ್ಲಿ, ಸರಿಯಾದ ಪರಿಹಾರ ಕಾರ್ಯಗಳನ್ನು ಒದಗಿಸಲು ಅವರು ತಕ್ಷಣ ಕ್ರಮ ಕೈಗೊಳ್ಳುವಂತೆ ಮುಖ್ಯಮಂತ್ರಿಯವರು ಆದೇಶಿಸಿದ್ದಾರೆ.	[38, 245, 518, 322]
continued-label: (ಒಂದನೇ ಪುಟದಿಂದ)	[236, 142, 320, 156]
article-body: ತುಮಕೂರು, ನ.17–ದೆಹಲಿಗೆ ಭೇಟಿ ನೀಡಿರುವ ಮುಖ್ಯಮಂತ್ರಿ ಸಿದ್ದರಾಮಯ್ಯನವರು ರಾಜ್ಯದ ನೀರಾವರಿ ಯೋಜನೆಗಳು, ಕಬ್ಬು ಬೆಲೆ ನಿಗದಿ ಹಾಗೂ ನಮ್ಮ ರಾಜ್ಯದ ಪಾಲಿನ ಜಿಎಸ್‌ಟಿ ಬಾಕಿ ಕುರಿತು ಕೇಂದ್ರ ಸರ್ಕಾರದ ಜತೆ ಚರ್ಚೆ ನಡೆಸಲಿದ್ದಾರೆ ಎಂದು ಗೃಹ ಸಚಿವ ಡಾ. ಜಿ. ಪರಮೇಶ್ವರ್ ಇಂದಿಲ್ಲಿ ಹೇಳಿದರು. ಈಗಾಗಲೇ ಸುಪ್ರೀಂಕೋರ್ಟ್‌ನಲ್ಲಿ ಮೇಕೆದಾಟು ಯೋಜನೆ ಸಂಬಂಧ ನಮ್ಮ ರಾಜ್ಯದ ಪರವಾಗಿ ಆದೇಶ ಬಂದಿದೆ. ಇದಕ್ಕೆ ಕೇಂದ್ರ ಸರ್ಕಾರವು ಸಹ ಸಹಕಾರ ಕೊಡಬೇಕಾಗಿದೆ. ಈ ಸಂಬಂಧವೂ ಮುಖ್ಯಮಂತ್ರಿಗಳು ಕೇಂದ್ರ ಸರ್ಕಾರದ ಜತೆ ಚರ್ಚಿಸುವರು ಎಂದರು. ನಗರದ ಜಿಲ್ಲಾ ಪೊಲೀಸ್ ಕ್ರೀಡಾಂಗಣದಲ್ಲಿ ನಡೆದ ಜಿಲ್ಲಾ ಪೊಲೀಸ್ ವಾರ್ಷಿಕ ಕ್ರೀಡಾಕೂಟ ಉದ್ಘಾಟನೆ ನಂತರ ಸುದ್ದಿಗಾರರೊಂದಿಗೆ ಮಾತನಾಡಿದ ಅವರು, ಕಬ್ಬಿನ ಬೆಲೆ ನಿಗದಿ ಕುರಿತು ತೀರ್ಮಾನವನ್ನು ಕೇಂದ್ರ ಸರ್ಕಾರವೇ ಮಾಡಬೇಕಾಗಿದೆ. ಈಗಾಗಲೇ ಕೇಂದ್ರ ಸರ್ಕಾರ ಪ್ರತಿ ಟನ್ ಕಬ್ಬಿಗೆ ಇಂತಿಷ್ಟು ಬೆಲೆ ಎಂದು ನಿಗದಿಪಡಿಸಿದೆ. ಹಾಗಾಗಿ ಕರ್ನಾಟಕದಲ್ಲಿ ಇಂತಿಷ್ಟು ಬೆಲೆಯನ್ನು ನೀಡಬೇಕು ಎಂದು ಮುಖ್ಯಮಂತ್ರಿಗಳು ಚರ್ಚೆ ನಡೆಸಲಿದ್ದಾರೆ ಎಂದು ಅವರು ಹೇಳಿದರು. ಹೇಮಾವತಿ, ಭದ್ರಾ ಮೇಲ್ದಂಡೆ ಸೇರಿದಂತೆ ರಾಜ್ಯದ ನೀರಾವರಿ ಯೋಜನೆಗಳ ಬಗ್ಗೆಯೂ ಕೇಂದ್ರದ ಜತೆ ಮುಖ್ಯಮಂತ್ರಿಗಳು ಚರ್ಚೆ ನಡೆಸುವರು ಎಂದರು. ಇದೇ ರೀತಿ ಜಿಎಸ್‌ಟಿ ಪಾಲಿನ ಬಾಕಿ ಬಿಡುಗಡೆ ಬಗ್ಗೆಯೂ ಚರ್ಚೆ ನಡೆಯಲಿದೆ. ಕೇಂದ್ರದಿಂದ ನಮಗೆ ನ್ಯಾಯ ಸಿಗುವ ವಿಶ್ವಾಸ ಇದೆ. ಮುಖ್ಯಮಂತ್ರಿಗಳ ಭೇಟಿಯಿಂದ ರಾಜ್ಯಕ್ಕೆ ಅನುಕೂಲವಾಗಲಿದೆ ಎಂದು ಅವರು ತಿಳಿಸಿದರು. ತುಮಕೂರು ಮೆಟ್ರೋ ಯೋಜನೆ ಸಂಬಂಧ	[1018, 1031, 1173, 1607]
